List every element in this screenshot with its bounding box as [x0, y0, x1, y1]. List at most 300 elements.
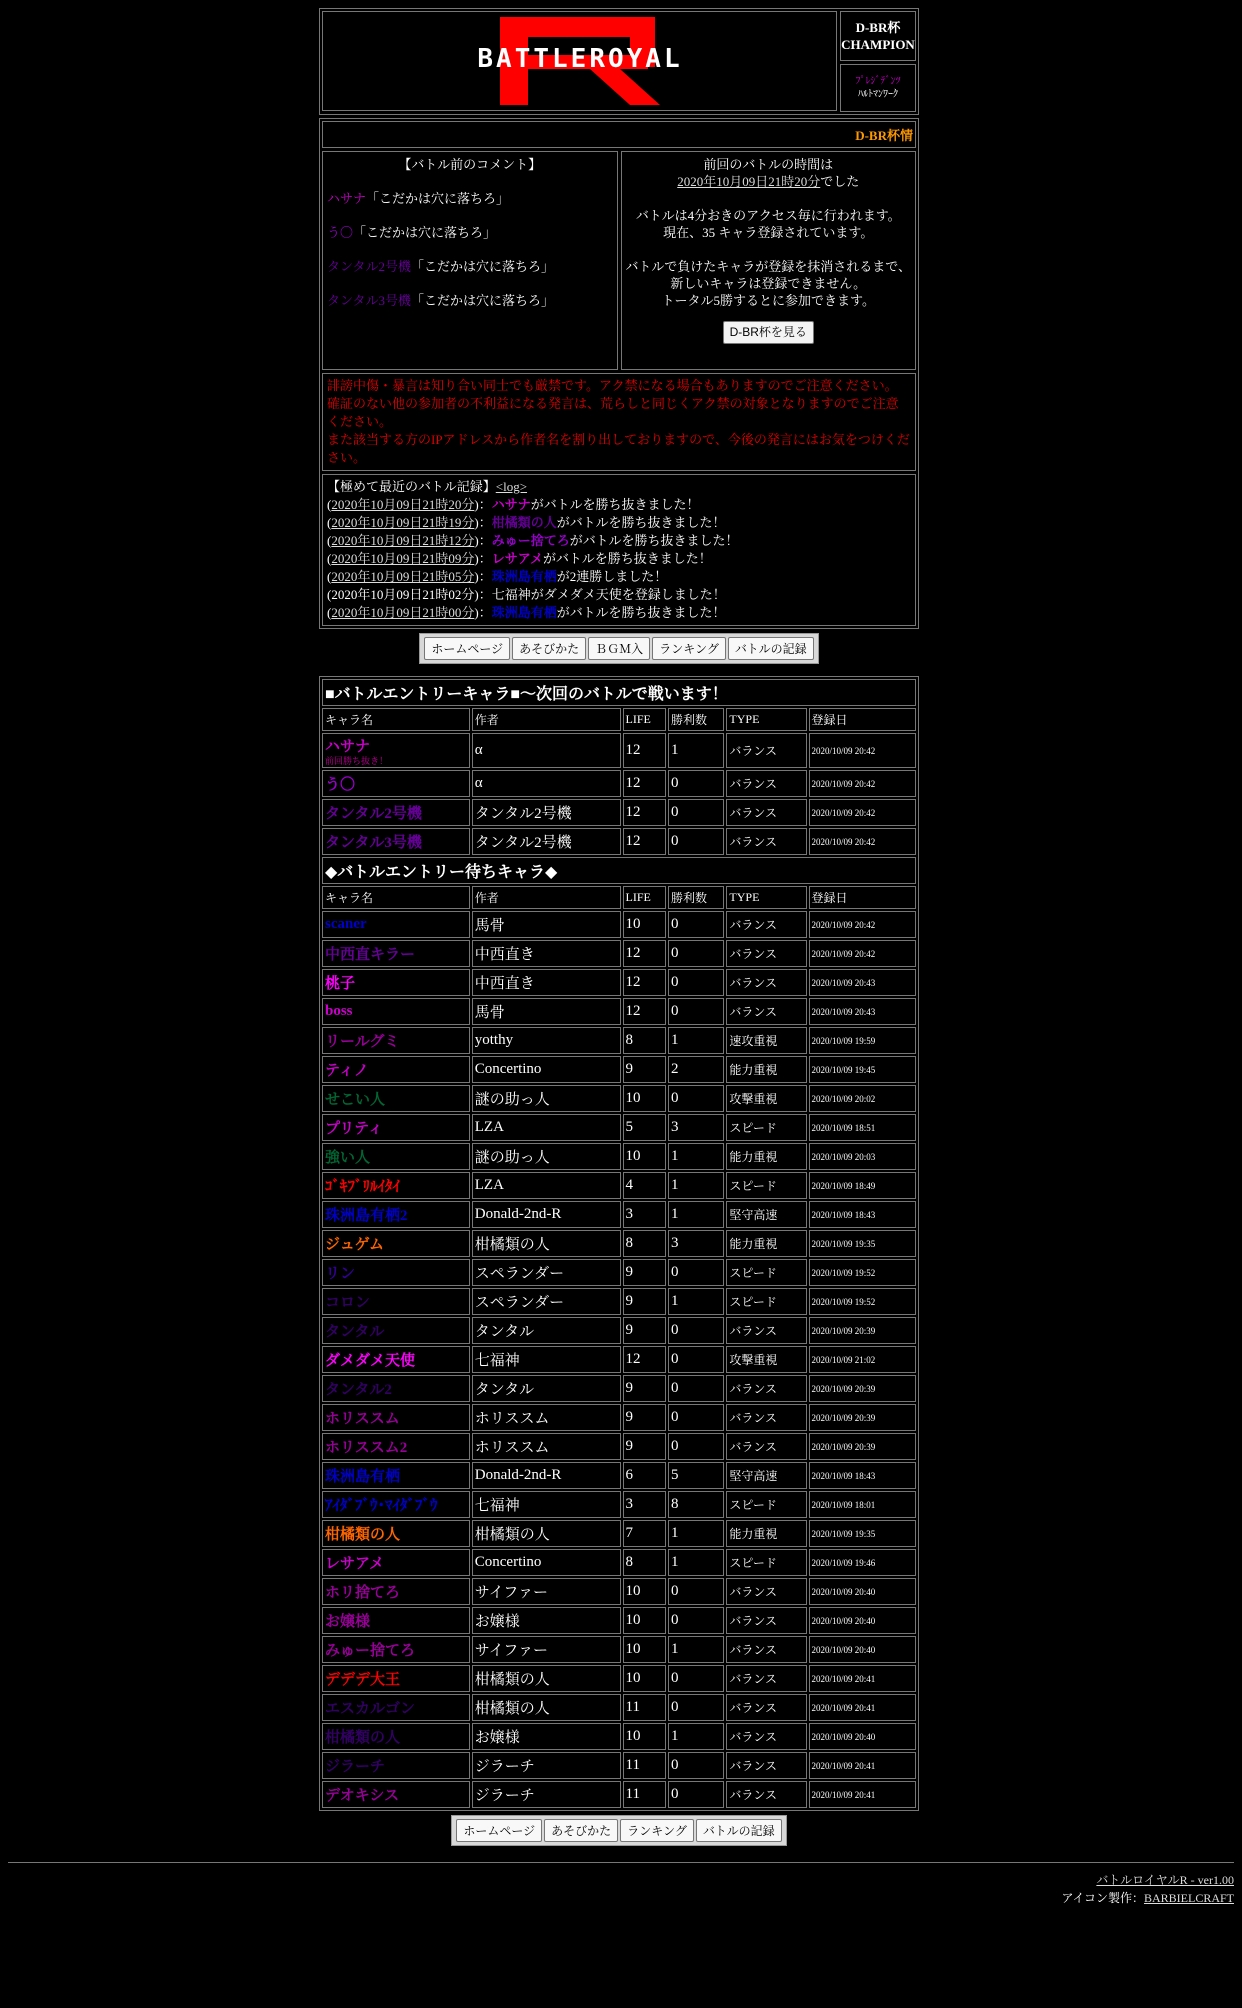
entry-table-wrap [319, 676, 919, 1811]
date-cell: 2020/10/09 18:49 [809, 1172, 916, 1199]
author-cell: LZA [472, 1114, 621, 1141]
nav-top [319, 633, 919, 664]
chara-name[interactable]: 桃子 [325, 976, 356, 992]
log-time[interactable]: 2020年10月09日21時19分 [331, 515, 475, 530]
type-cell: 攻撃重視 [726, 1346, 806, 1373]
type-cell: バランス [726, 911, 806, 938]
table-header-row [322, 886, 916, 909]
table-row [322, 1520, 916, 1547]
table-row [322, 1491, 916, 1518]
author-cell: タンタル [472, 1317, 621, 1344]
wins-cell: 0 [668, 770, 724, 797]
chara-name-cell[interactable] [322, 1317, 470, 1344]
chara-name-cell[interactable] [322, 1172, 470, 1199]
date-cell: 2020/10/09 20:40 [809, 1723, 916, 1750]
log-name: 柑橘類の人 [491, 515, 557, 530]
group-header [322, 679, 916, 706]
logo-text: BATTLEROYAL [476, 44, 683, 74]
chara-name-cell[interactable] [322, 1491, 470, 1518]
date-cell: 2020/10/09 19:46 [809, 1549, 916, 1576]
chara-name[interactable]: scaner [325, 916, 367, 932]
log-time[interactable]: 2020年10月09日21時09分 [331, 551, 475, 566]
chara-name[interactable]: レサアメ [325, 1556, 385, 1572]
chara-name[interactable]: 中西直キラー [325, 947, 416, 963]
life-cell: 4 [623, 1172, 666, 1199]
life-cell: 12 [623, 1346, 666, 1373]
log-sep: ： [478, 605, 492, 620]
type-cell: バランス [726, 998, 806, 1025]
wins-cell: 0 [668, 1404, 724, 1431]
chara-name-cell[interactable] [322, 770, 470, 797]
table-row [322, 1114, 916, 1141]
date-cell: 2020/10/09 20:43 [809, 969, 916, 996]
life-cell: 10 [623, 1578, 666, 1605]
author-cell: α [472, 733, 621, 768]
author-cell: ホリススム [472, 1404, 621, 1431]
date-cell: 2020/10/09 20:39 [809, 1375, 916, 1402]
log-sep: ： [478, 533, 492, 548]
author-cell: サイファー [472, 1636, 621, 1663]
chara-name-cell[interactable] [322, 969, 470, 996]
date-cell: 2020/10/09 18:51 [809, 1114, 916, 1141]
table-row [322, 1723, 916, 1750]
life-cell: 8 [623, 1230, 666, 1257]
wins-cell: 0 [668, 828, 724, 855]
type-cell: バランス [726, 1433, 806, 1460]
author-cell: タンタル [472, 1375, 621, 1402]
type-cell: バランス [726, 828, 806, 855]
wins-cell: 3 [668, 1114, 724, 1141]
author-cell: 柑橘類の人 [472, 1694, 621, 1721]
wins-cell: 0 [668, 998, 724, 1025]
author-cell: スペランダー [472, 1259, 621, 1286]
type-cell: 能力重視 [726, 1520, 806, 1547]
type-cell: バランス [726, 1578, 806, 1605]
author-cell: 中西直き [472, 969, 621, 996]
log-entry: (2020年10月09日21時09分)：レサアメがバトルを勝ち抜きました！ [327, 551, 712, 566]
chara-name[interactable]: タンタル2 [325, 1382, 392, 1398]
type-cell: 攻撃重視 [726, 1085, 806, 1112]
wins-cell: 0 [668, 911, 724, 938]
wins-cell: 3 [668, 1230, 724, 1257]
chara-name-cell[interactable] [322, 940, 470, 967]
table-row [322, 1636, 916, 1663]
date-cell: 2020/10/09 20:43 [809, 998, 916, 1025]
comment-text: 「こだかは穴に落ちろ」 [366, 191, 510, 206]
author-cell: ホリススム [472, 1433, 621, 1460]
chara-name[interactable]: タンタル [325, 1324, 385, 1340]
wins-cell: 1 [668, 1288, 724, 1315]
table-row [322, 1694, 916, 1721]
type-cell: 能力重視 [726, 1056, 806, 1083]
chara-name-cell[interactable] [322, 1433, 470, 1460]
comment-name: タンタル3号機 [327, 293, 411, 308]
date-cell: 2020/10/09 20:42 [809, 940, 916, 967]
chara-name-cell[interactable] [322, 1404, 470, 1431]
footer [8, 1862, 1234, 1907]
nav-button[interactable]: バトルの記録 [696, 1819, 782, 1842]
column-header: TYPE [726, 886, 806, 909]
wins-cell: 8 [668, 1491, 724, 1518]
log-time[interactable]: 2020年10月09日21時00分 [331, 605, 475, 620]
nav-button[interactable]: バトルの記録 [728, 637, 814, 660]
life-cell: 6 [623, 1462, 666, 1489]
chara-name[interactable]: ジュゲム [325, 1237, 384, 1253]
battle-log [322, 474, 916, 626]
page-container [319, 8, 919, 1846]
wins-cell: 1 [668, 1636, 724, 1663]
author-cell: 柑橘類の人 [472, 1230, 621, 1257]
life-cell: 9 [623, 1288, 666, 1315]
comment-name: ハサナ [327, 191, 367, 206]
log-time[interactable]: 2020年10月09日21時12分 [331, 533, 475, 548]
chara-name-cell[interactable] [322, 1085, 470, 1112]
log-sep: ： [478, 497, 492, 512]
comment-name: う〇 [327, 225, 354, 240]
type-cell: バランス [726, 1375, 806, 1402]
date-cell: 2020/10/09 20:41 [809, 1694, 916, 1721]
author-cell: お嬢様 [472, 1607, 621, 1634]
type-cell: バランス [726, 1607, 806, 1634]
life-cell: 12 [623, 770, 666, 797]
chara-name[interactable]: ダメダメ天使 [325, 1353, 416, 1369]
column-header: LIFE [623, 886, 666, 909]
wins-cell: 0 [668, 1665, 724, 1692]
log-text: がバトルを勝ち抜きました！ [569, 533, 739, 548]
life-cell: 10 [623, 1085, 666, 1112]
credit-link[interactable]: BARBIELCRAFT [1143, 1891, 1234, 1905]
chara-name[interactable]: ティノ [325, 1063, 369, 1079]
type-cell: スピード [726, 1172, 806, 1199]
date-cell: 2020/10/09 20:41 [809, 1665, 916, 1692]
chara-name[interactable]: ハサナ [325, 739, 371, 755]
chara-name-cell[interactable] [322, 1752, 470, 1779]
chara-name-cell[interactable] [322, 1143, 470, 1170]
log-text: がバトルを勝ち抜きました！ [556, 515, 726, 530]
table-row [322, 1346, 916, 1373]
view-dbr-cup-button[interactable]: D-BR杯を見る [723, 321, 814, 344]
date-cell: 2020/10/09 20:39 [809, 1433, 916, 1460]
chara-name-cell[interactable] [322, 1114, 470, 1141]
chara-name[interactable]: タンタル2号機 [325, 806, 422, 822]
table-row [322, 1665, 916, 1692]
date-cell: 2020/10/09 20:42 [809, 799, 916, 826]
comments-title: 【バトル前のコメント】 [398, 157, 542, 172]
chara-name[interactable]: コロン [325, 1295, 371, 1311]
type-cell: バランス [726, 1694, 806, 1721]
champion-panel [840, 11, 916, 112]
chara-name-cell[interactable] [322, 1027, 470, 1054]
table-row [322, 969, 916, 996]
life-cell: 9 [623, 1433, 666, 1460]
entry-table [320, 677, 918, 1810]
table-row [322, 1781, 916, 1808]
warning-notice: 誹謗中傷・暴言は知り合い同士でも厳禁です。アク禁になる場合もありますのでご注意ください。 確証のない他の参加者の不利益になる発言は、荒らしと同じくアク禁の対象となりますのでご注意ください。 また該当する方のIPアドレスから作者名を割り出しておりますので、今後の発言にはお気をつけください。 [322, 373, 916, 471]
table-row [322, 828, 916, 855]
wins-cell: 1 [668, 1201, 724, 1228]
nav-button[interactable]: ランキング [652, 637, 726, 660]
type-cell: バランス [726, 1752, 806, 1779]
wins-cell: 1 [668, 1723, 724, 1750]
life-cell: 10 [623, 1636, 666, 1663]
log-entry: (2020年10月09日21時12分)：みゅー捨てろがバトルを勝ち抜きました！ [327, 533, 739, 548]
table-row [322, 911, 916, 938]
info-line1-suffix: でした [820, 174, 860, 189]
date-cell: 2020/10/09 19:52 [809, 1259, 916, 1286]
author-cell: サイファー [472, 1578, 621, 1605]
version-link[interactable]: バトルロイヤルR - ver1.00 [1096, 1873, 1234, 1887]
log-entry: (2020年10月09日21時00分)：珠洲島有栖がバトルを勝ち抜きました！ [327, 605, 726, 620]
table-row [322, 1288, 916, 1315]
comment-item [327, 224, 613, 241]
date-cell: 2020/10/09 20:39 [809, 1404, 916, 1431]
life-cell: 7 [623, 1520, 666, 1547]
nav-button[interactable]: あそびかた [544, 1819, 618, 1842]
chara-name[interactable]: せこい人 [325, 1092, 386, 1108]
chara-name-cell[interactable] [322, 1723, 470, 1750]
life-cell: 9 [623, 1404, 666, 1431]
table-header-row [322, 708, 916, 731]
chara-name[interactable]: お嬢様 [325, 1614, 371, 1630]
log-time[interactable]: 2020年10月09日21時05分 [331, 569, 475, 584]
date-cell: 2020/10/09 20:03 [809, 1143, 916, 1170]
chara-name-cell[interactable] [322, 1056, 470, 1083]
type-cell: バランス [726, 799, 806, 826]
type-cell: スピード [726, 1491, 806, 1518]
type-cell: バランス [726, 1404, 806, 1431]
log-time[interactable]: 2020年10月09日21時20分 [331, 497, 475, 512]
author-cell: 七福神 [472, 1491, 621, 1518]
chara-name[interactable]: タンタル3号機 [325, 835, 422, 851]
table-row [322, 1172, 916, 1199]
chara-name-cell[interactable] [322, 1201, 470, 1228]
table-row [322, 1462, 916, 1489]
info-line2: バトルは4分おきのアクセス毎に行われます。 [635, 208, 901, 223]
nav-button[interactable]: ホームページ [456, 1819, 542, 1842]
author-cell: スペランダー [472, 1288, 621, 1315]
chara-name[interactable]: う〇 [325, 777, 356, 793]
log-text: が2連勝しました！ [556, 569, 668, 584]
chara-name-cell[interactable] [322, 1346, 470, 1373]
life-cell: 8 [623, 1549, 666, 1576]
log-entry: (2020年10月09日21時20分)：ハサナがバトルを勝ち抜きました！ [327, 497, 700, 512]
chara-name-cell[interactable] [322, 998, 470, 1025]
author-cell: ジラーチ [472, 1752, 621, 1779]
logo-graphic [430, 15, 730, 107]
author-cell: 馬骨 [472, 998, 621, 1025]
author-cell: 中西直き [472, 940, 621, 967]
log-name: みゅー捨てろ [491, 533, 570, 548]
log-title: 【極めて最近のバトル記録】 [327, 479, 496, 494]
chara-name[interactable]: boss [325, 1003, 353, 1019]
date-cell: 2020/10/09 20:41 [809, 1781, 916, 1808]
date-cell: 2020/10/09 19:59 [809, 1027, 916, 1054]
column-header: 勝利数 [668, 886, 724, 909]
nav-button[interactable]: ホームページ [424, 637, 510, 660]
type-cell: バランス [726, 940, 806, 967]
table-row [322, 998, 916, 1025]
author-cell: タンタル2号機 [472, 828, 621, 855]
wins-cell: 0 [668, 1781, 724, 1808]
column-header: 登録日 [809, 708, 916, 731]
wins-cell: 5 [668, 1462, 724, 1489]
info-line1: 前回のバトルの時間は [703, 157, 834, 172]
wins-cell: 0 [668, 1433, 724, 1460]
chara-name-cell[interactable] [322, 1665, 470, 1692]
chara-name[interactable]: ｱｲﾀﾞﾌﾞｳ･ﾏｲﾀﾞﾌﾞｳ [325, 1498, 438, 1514]
author-cell: 謎の助っ人 [472, 1143, 621, 1170]
date-cell: 2020/10/09 21:02 [809, 1346, 916, 1373]
chara-name[interactable]: 珠洲島有栖 [325, 1469, 401, 1485]
table-row [322, 733, 916, 768]
log-name: 七福神 [491, 587, 531, 602]
group-title: ◆バトルエントリー待ちキャラ◆ [322, 857, 916, 884]
table-row [322, 799, 916, 826]
chara-name-cell[interactable] [322, 1375, 470, 1402]
wins-cell: 1 [668, 1027, 724, 1054]
date-cell: 2020/10/09 20:40 [809, 1578, 916, 1605]
type-cell: スピード [726, 1114, 806, 1141]
type-cell: バランス [726, 1636, 806, 1663]
chara-name-cell[interactable] [322, 1520, 470, 1547]
wins-cell: 0 [668, 1694, 724, 1721]
log-sep: ： [478, 587, 492, 602]
author-cell: Concertino [472, 1549, 621, 1576]
chara-name-cell[interactable] [322, 1462, 470, 1489]
chara-name-cell[interactable] [322, 1230, 470, 1257]
column-header: キャラ名 [322, 708, 470, 731]
date-cell: 2020/10/09 19:35 [809, 1520, 916, 1547]
table-row [322, 1201, 916, 1228]
chara-name[interactable]: デオキシス [325, 1788, 400, 1804]
wins-cell: 0 [668, 1578, 724, 1605]
type-cell: バランス [726, 969, 806, 996]
chara-name[interactable]: ホリススム [325, 1411, 400, 1427]
log-text: がバトルを勝ち抜きました！ [556, 605, 726, 620]
author-cell: ジラーチ [472, 1781, 621, 1808]
chara-name[interactable]: リールグミ [325, 1034, 400, 1050]
chara-name[interactable]: 柑橘類の人 [325, 1527, 401, 1543]
chara-name-cell[interactable] [322, 1578, 470, 1605]
site-logo[interactable] [322, 11, 837, 111]
log-entry: (2020年10月09日21時02分)：七福神がダメダメ天使を登録しました！ [327, 587, 726, 602]
life-cell: 12 [623, 799, 666, 826]
table-row [322, 1056, 916, 1083]
chara-name[interactable]: 珠洲島有栖2 [325, 1208, 408, 1224]
column-header: 作者 [472, 708, 621, 731]
battle-info-panel [621, 151, 917, 370]
log-name: 珠洲島有栖 [491, 605, 557, 620]
type-cell: バランス [726, 770, 806, 797]
champion-card[interactable] [840, 64, 916, 112]
table-row [322, 1607, 916, 1634]
life-cell: 11 [623, 1694, 666, 1721]
date-cell: 2020/10/09 20:40 [809, 1607, 916, 1634]
chara-name[interactable]: デデデ大王 [325, 1672, 401, 1688]
type-cell: 堅守高速 [726, 1201, 806, 1228]
type-cell: 堅守高速 [726, 1462, 806, 1489]
life-cell: 12 [623, 998, 666, 1025]
type-cell: スピード [726, 1288, 806, 1315]
chara-name[interactable]: ホリススム2 [325, 1440, 408, 1456]
comment-text: 「こだかは穴に落ちろ」 [410, 259, 554, 274]
chara-name[interactable]: ジラーチ [325, 1759, 386, 1775]
author-cell: タンタル2号機 [472, 799, 621, 826]
chara-name[interactable]: ｺﾞｷﾌﾞﾘﾙｲﾀｲ [325, 1179, 401, 1195]
nav-button[interactable]: ランキング [620, 1819, 694, 1842]
date-cell: 2020/10/09 20:42 [809, 828, 916, 855]
info-line4: バトルで負けたキャラが登録を抹消されるまで、 [625, 259, 911, 274]
chara-name-cell[interactable] [322, 1781, 470, 1808]
wins-cell: 1 [668, 733, 724, 768]
wins-cell: 1 [668, 1143, 724, 1170]
life-cell: 10 [623, 1607, 666, 1634]
chara-name-cell[interactable] [322, 733, 470, 768]
chara-name[interactable]: ホリ捨てろ [325, 1585, 401, 1601]
chara-name-cell[interactable] [322, 1607, 470, 1634]
column-header: キャラ名 [322, 886, 470, 909]
chara-name-cell[interactable] [322, 828, 470, 855]
table-row [322, 1404, 916, 1431]
log-entry: (2020年10月09日21時19分)：柑橘類の人がバトルを勝ち抜きました！ [327, 515, 726, 530]
chara-name[interactable]: エスカルゴン [325, 1701, 416, 1717]
comment-item [327, 190, 613, 207]
log-time: 2020年10月09日21時02分 [331, 587, 475, 602]
wins-cell: 0 [668, 1085, 724, 1112]
chara-name[interactable]: 強い人 [325, 1150, 371, 1166]
date-cell: 2020/10/09 20:42 [809, 770, 916, 797]
chara-name-cell[interactable] [322, 1259, 470, 1286]
nav-button[interactable]: ＢＧＭ入 [588, 637, 650, 660]
log-sep: ： [478, 551, 492, 566]
date-cell: 2020/10/09 18:43 [809, 1201, 916, 1228]
author-cell: Donald-2nd-R [472, 1462, 621, 1489]
log-link[interactable]: <log> [495, 479, 528, 494]
info-box [319, 118, 919, 629]
date-cell: 2020/10/09 20:41 [809, 1752, 916, 1779]
chara-name[interactable]: 柑橘類の人 [325, 1730, 401, 1746]
table-row [322, 1433, 916, 1460]
chara-name-cell[interactable] [322, 1549, 470, 1576]
header-box [319, 8, 919, 115]
column-header: 登録日 [809, 886, 916, 909]
life-cell: 10 [623, 911, 666, 938]
nav-bottom-buttons [451, 1815, 786, 1846]
table-row [322, 1230, 916, 1257]
life-cell: 10 [623, 1143, 666, 1170]
comments-list [327, 190, 613, 309]
chara-name-cell[interactable] [322, 1694, 470, 1721]
chara-name-cell[interactable] [322, 799, 470, 826]
nav-top-buttons [419, 633, 818, 664]
log-list [327, 496, 911, 622]
life-cell: 12 [623, 940, 666, 967]
nav-button[interactable]: あそびかた [512, 637, 586, 660]
wins-cell: 1 [668, 1172, 724, 1199]
chara-name[interactable]: プリティ [325, 1121, 383, 1137]
date-cell: 2020/10/09 19:45 [809, 1056, 916, 1083]
wins-cell: 0 [668, 1752, 724, 1779]
champion-title: D-BR杯 CHAMPION [840, 11, 916, 61]
author-cell: α [472, 770, 621, 797]
chara-name[interactable]: みゅー捨てろ [325, 1643, 416, 1659]
chara-name-cell[interactable] [322, 1288, 470, 1315]
chara-name[interactable]: リン [325, 1266, 356, 1282]
chara-name-cell[interactable] [322, 911, 470, 938]
chara-name-cell[interactable] [322, 1636, 470, 1663]
section-title: D-BR杯情 [322, 121, 916, 148]
author-cell: 馬骨 [472, 911, 621, 938]
